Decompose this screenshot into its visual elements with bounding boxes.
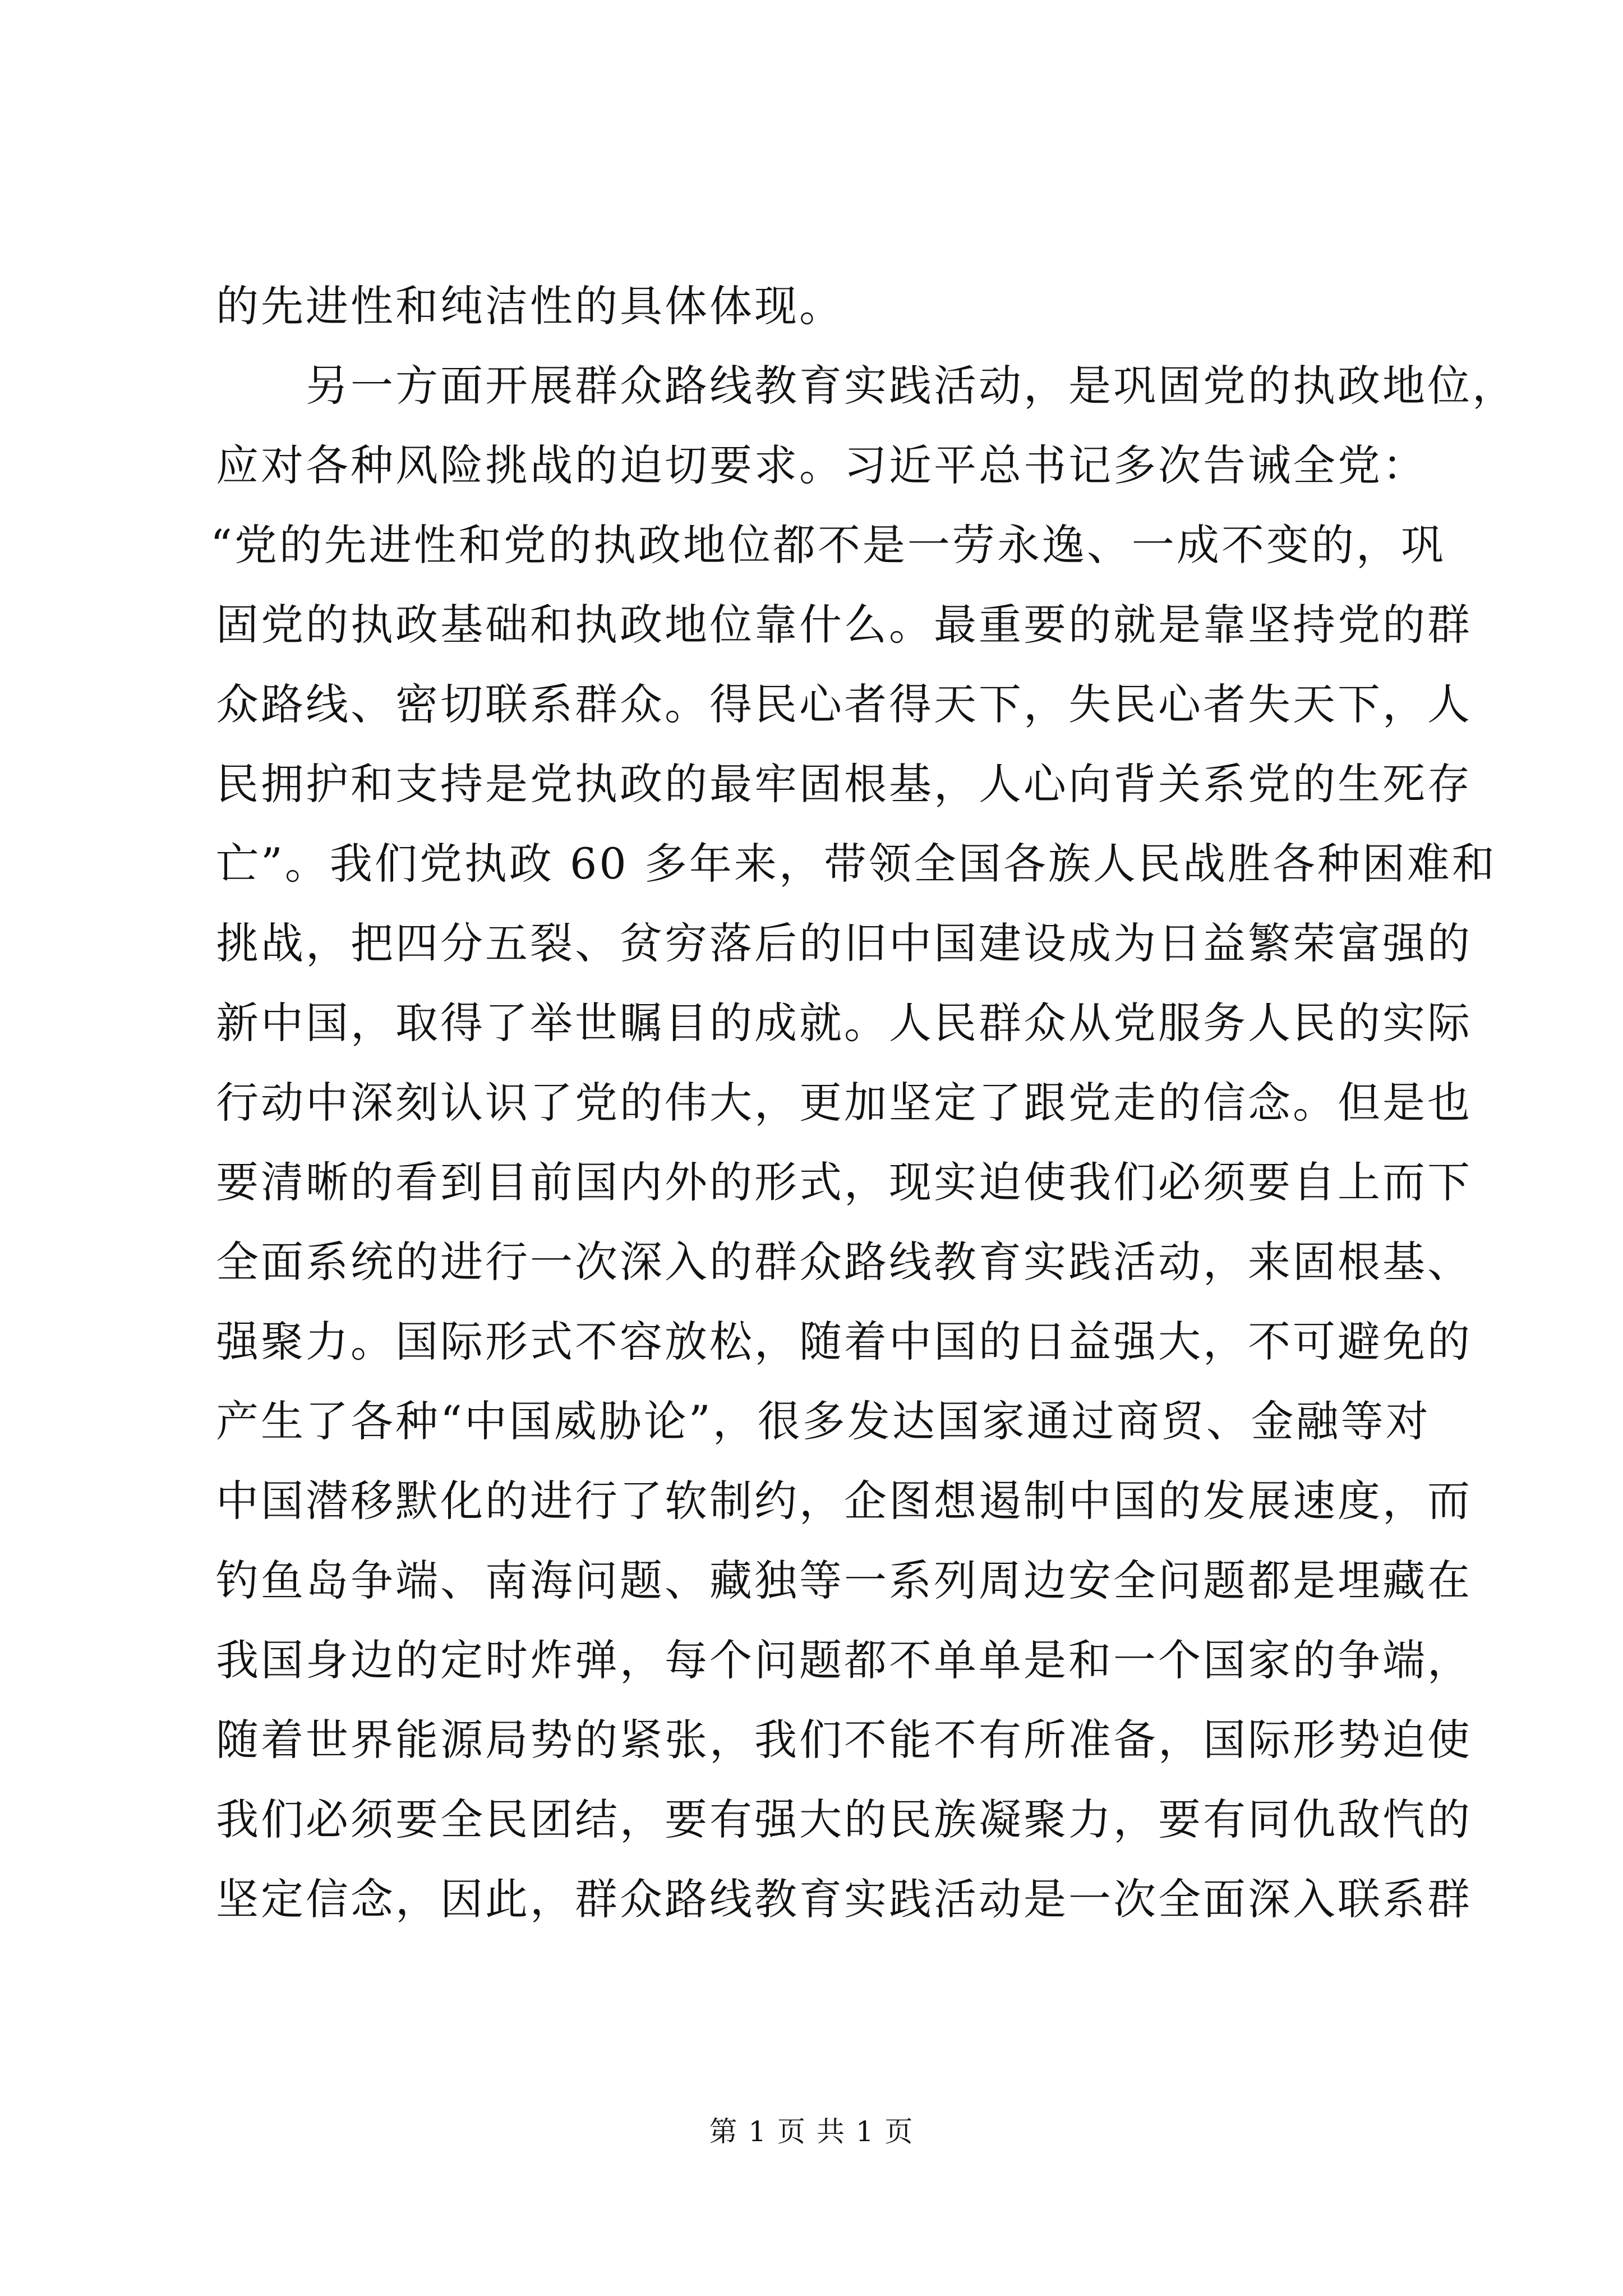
text-line: 要清晰的看到目前国内外的形式，现实迫使我们必须要自上而下 bbox=[216, 1157, 1472, 1207]
text-line: 应对各种风险挑战的迫切要求。习近平总书记多次告诫全党： bbox=[216, 440, 1427, 490]
text-line: “党的先进性和党的执政地位都不是一劳永逸、一成不变的，巩 bbox=[210, 520, 1446, 570]
text-line: 新中国，取得了举世瞩目的成就。人民群众从党服务人民的实际 bbox=[216, 998, 1472, 1048]
text-line: 的先进性和纯洁性的具体体现。 bbox=[216, 281, 844, 331]
text-line-paragraph-start: 另一方面开展群众路线教育实践活动，是巩固党的执政地位， bbox=[306, 361, 1517, 411]
text-line: 固党的执政基础和执政地位靠什么。最重要的就是靠坚持党的群 bbox=[216, 600, 1472, 650]
text-line: 产生了各种“中国威胁论”，很多发达国家通过商贸、金融等对 bbox=[216, 1396, 1431, 1446]
text-line: 全面系统的进行一次深入的群众路线教育实践活动，来固根基、 bbox=[216, 1237, 1472, 1287]
text-line: 随着世界能源局势的紧张，我们不能不有所准备，国际形势迫使 bbox=[216, 1715, 1472, 1765]
text-line: 坚定信念，因此，群众路线教育实践活动是一次全面深入联系群 bbox=[216, 1874, 1472, 1924]
text-line: 我们必须要全民团结，要有强大的民族凝聚力，要有同仇敌忾的 bbox=[216, 1795, 1472, 1844]
text-line: 钓鱼岛争端、南海问题、藏独等一系列周边安全问题都是埋藏在 bbox=[216, 1556, 1472, 1605]
text-line: 亡”。我们党执政 60 多年来，带领全国各族人民战胜各种困难和 bbox=[216, 839, 1497, 889]
text-line: 强聚力。国际形式不容放松，随着中国的日益强大，不可避免的 bbox=[216, 1317, 1472, 1366]
page-footer bbox=[0, 2109, 1623, 2150]
text-line: 我国身边的定时炸弹，每个问题都不单单是和一个国家的争端， bbox=[216, 1635, 1472, 1685]
body-text bbox=[210, 266, 1517, 1939]
text-line: 行动中深刻认识了党的伟大，更加坚定了跟党走的信念。但是也 bbox=[216, 1078, 1472, 1128]
text-line: 中国潜移默化的进行了软制约，企图想遏制中国的发展速度，而 bbox=[216, 1476, 1472, 1526]
text-line: 众路线、密切联系群众。得民心者得天下，失民心者失天下，人 bbox=[216, 679, 1472, 729]
text-line: 挑战，把四分五裂、贫穷落后的旧中国建设成为日益繁荣富强的 bbox=[216, 918, 1472, 968]
text-line: 民拥护和支持是党执政的最牢固根基，人心向背关系党的生死存 bbox=[216, 759, 1472, 809]
page-number: 第 1 页 共 1 页 bbox=[709, 2115, 914, 2148]
